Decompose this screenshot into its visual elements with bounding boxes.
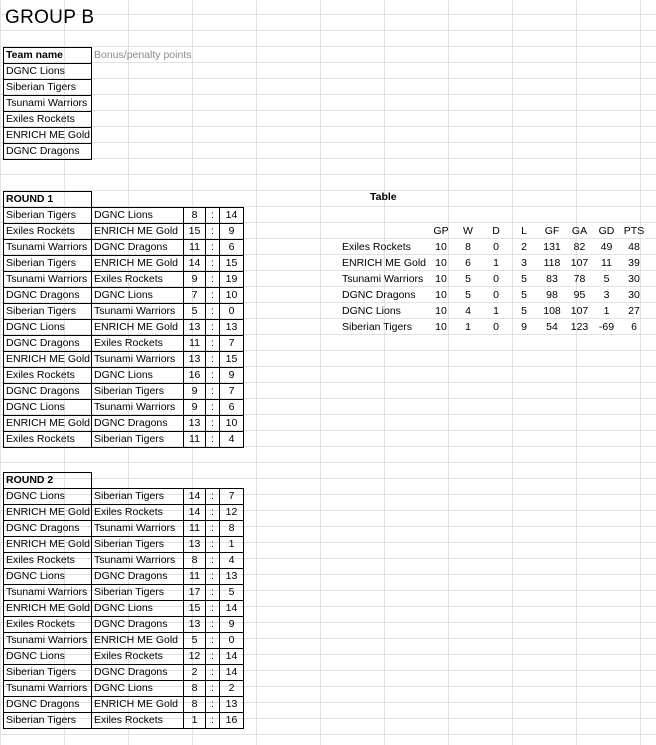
home-team-cell[interactable]: Exiles Rockets: [4, 224, 92, 240]
match-row: [4, 336, 244, 352]
score-separator-cell[interactable]: :: [206, 208, 220, 224]
away-score-cell[interactable]: 9: [220, 617, 244, 633]
away-score-cell[interactable]: 8: [220, 521, 244, 537]
score-separator-cell[interactable]: :: [206, 713, 220, 729]
standings-value-cell[interactable]: 6: [631, 320, 637, 333]
match-row: [4, 649, 244, 665]
home-score-cell[interactable]: 8: [184, 681, 206, 697]
home-score-cell[interactable]: 13: [184, 617, 206, 633]
standings-team-cell[interactable]: DGNC Dragons: [342, 288, 416, 301]
match-row: [4, 697, 244, 713]
away-team-cell[interactable]: Tsunami Warriors: [92, 521, 184, 537]
away-score-cell[interactable]: 7: [220, 384, 244, 400]
standings-value-cell[interactable]: 49: [600, 240, 613, 253]
standings-value-cell[interactable]: 0: [493, 240, 499, 253]
away-team-cell[interactable]: DGNC Dragons: [92, 665, 184, 681]
standings-row: [340, 239, 648, 255]
away-team-cell[interactable]: DGNC Dragons: [92, 617, 184, 633]
standings-row: [340, 287, 648, 303]
standings-value-cell[interactable]: 0: [493, 288, 499, 301]
team-name-cell[interactable]: DGNC Dragons: [4, 144, 92, 160]
home-team-cell[interactable]: ENRICH ME Gold: [4, 416, 92, 432]
home-team-cell[interactable]: DGNC Lions: [4, 400, 92, 416]
away-team-cell[interactable]: DGNC Dragons: [92, 240, 184, 256]
match-row: [4, 384, 244, 400]
away-team-cell[interactable]: Siberian Tigers: [92, 432, 184, 448]
standings-value-cell[interactable]: 5: [521, 272, 527, 285]
home-score-cell[interactable]: 11: [184, 336, 206, 352]
match-row: [4, 569, 244, 585]
team-name-cell[interactable]: Exiles Rockets: [4, 112, 92, 128]
score-separator-cell[interactable]: :: [206, 336, 220, 352]
home-team-cell[interactable]: DGNC Dragons: [4, 384, 92, 400]
bonus-cell[interactable]: [92, 144, 212, 160]
away-score-cell[interactable]: 9: [220, 368, 244, 384]
home-score-cell[interactable]: 9: [184, 400, 206, 416]
match-row: [4, 489, 244, 505]
away-team-cell[interactable]: Siberian Tigers: [92, 384, 184, 400]
team-name-cell[interactable]: Siberian Tigers: [4, 80, 92, 96]
home-score-cell[interactable]: 5: [184, 304, 206, 320]
score-separator-cell[interactable]: :: [206, 368, 220, 384]
home-score-cell[interactable]: 14: [184, 505, 206, 521]
away-score-cell[interactable]: 14: [220, 649, 244, 665]
standings-value-cell[interactable]: 3: [521, 256, 527, 269]
bonus-cell[interactable]: [92, 96, 212, 112]
score-separator-cell[interactable]: :: [206, 416, 220, 432]
home-score-cell[interactable]: 2: [184, 665, 206, 681]
standings-col-header-gp[interactable]: GP: [433, 224, 449, 237]
standings-value-cell[interactable]: 39: [628, 256, 640, 269]
home-team-cell[interactable]: Tsunami Warriors: [4, 585, 92, 601]
home-team-cell[interactable]: ENRICH ME Gold: [4, 505, 92, 521]
team-row: [4, 80, 212, 96]
score-separator-cell[interactable]: :: [206, 553, 220, 569]
away-team-cell[interactable]: Tsunami Warriors: [92, 352, 184, 368]
away-team-cell[interactable]: Tsunami Warriors: [92, 304, 184, 320]
match-row: [4, 665, 244, 681]
home-score-cell[interactable]: 13: [184, 352, 206, 368]
away-score-cell[interactable]: 10: [220, 288, 244, 304]
home-team-cell[interactable]: Tsunami Warriors: [4, 633, 92, 649]
match-row: [4, 320, 244, 336]
standings-value-cell[interactable]: -69: [598, 320, 615, 333]
standings-value-cell[interactable]: 10: [435, 256, 447, 269]
away-team-cell[interactable]: DGNC Lions: [92, 288, 184, 304]
standings-value-cell[interactable]: 82: [573, 240, 586, 253]
home-score-cell[interactable]: 11: [184, 432, 206, 448]
standings-title[interactable]: Table: [370, 191, 397, 203]
score-separator-cell[interactable]: :: [206, 432, 220, 448]
home-score-cell[interactable]: 1: [184, 713, 206, 729]
standings-value-cell[interactable]: 10: [435, 288, 447, 301]
away-team-cell[interactable]: Exiles Rockets: [92, 272, 184, 288]
home-team-cell[interactable]: Siberian Tigers: [4, 713, 92, 729]
standings-col-header-gd[interactable]: GD: [598, 224, 615, 237]
home-team-cell[interactable]: ENRICH ME Gold: [4, 601, 92, 617]
away-score-cell[interactable]: 13: [220, 697, 244, 713]
match-row: [4, 208, 244, 224]
standings-team-cell[interactable]: Siberian Tigers: [342, 320, 413, 333]
away-score-cell[interactable]: 13: [220, 320, 244, 336]
away-score-cell[interactable]: 15: [220, 352, 244, 368]
away-team-cell[interactable]: DGNC Lions: [92, 681, 184, 697]
away-score-cell[interactable]: 14: [220, 601, 244, 617]
home-score-cell[interactable]: 17: [184, 585, 206, 601]
score-separator-cell[interactable]: :: [206, 320, 220, 336]
away-team-cell[interactable]: ENRICH ME Gold: [92, 697, 184, 713]
score-separator-cell[interactable]: :: [206, 585, 220, 601]
teams-table: [3, 47, 212, 160]
match-row: [4, 537, 244, 553]
standings-team-cell[interactable]: Tsunami Warriors: [342, 272, 424, 285]
standings-team-cell[interactable]: Exiles Rockets: [342, 240, 411, 253]
standings-value-cell[interactable]: 10: [435, 240, 447, 253]
group-title: GROUP B: [5, 7, 95, 28]
home-team-cell[interactable]: Siberian Tigers: [4, 208, 92, 224]
home-score-cell[interactable]: 8: [184, 553, 206, 569]
score-separator-cell[interactable]: :: [206, 633, 220, 649]
match-row: [4, 617, 244, 633]
home-score-cell[interactable]: 8: [184, 697, 206, 713]
match-row: [4, 713, 244, 729]
match-row: [4, 240, 244, 256]
away-score-cell[interactable]: 14: [220, 665, 244, 681]
standings-value-cell[interactable]: 9: [521, 320, 527, 333]
home-team-cell[interactable]: Exiles Rockets: [4, 553, 92, 569]
match-row: [4, 553, 244, 569]
standings-team-cell[interactable]: DGNC Lions: [342, 304, 401, 317]
team-name-cell[interactable]: DGNC Lions: [4, 64, 92, 80]
standings-value-cell[interactable]: 1: [493, 304, 499, 317]
away-team-cell[interactable]: Exiles Rockets: [92, 336, 184, 352]
home-team-cell[interactable]: Tsunami Warriors: [4, 681, 92, 697]
away-score-cell[interactable]: 16: [220, 713, 244, 729]
standings-row: [340, 271, 648, 287]
match-row: [4, 585, 244, 601]
away-team-cell[interactable]: Exiles Rockets: [92, 649, 184, 665]
bonus-cell[interactable]: [92, 128, 212, 144]
score-separator-cell[interactable]: :: [206, 537, 220, 553]
home-score-cell[interactable]: 13: [184, 320, 206, 336]
match-row: [4, 256, 244, 272]
home-team-cell[interactable]: DGNC Lions: [4, 649, 92, 665]
standings-team-cell[interactable]: ENRICH ME Gold: [342, 256, 427, 269]
standings-col-header-pts[interactable]: PTS: [623, 224, 645, 237]
home-score-cell[interactable]: 14: [184, 489, 206, 505]
away-score-cell[interactable]: 2: [220, 681, 244, 697]
match-row: [4, 521, 244, 537]
home-score-cell[interactable]: 11: [184, 240, 206, 256]
away-score-cell[interactable]: 0: [220, 633, 244, 649]
home-score-cell[interactable]: 12: [184, 649, 206, 665]
bonus-cell[interactable]: [92, 80, 212, 96]
home-score-cell[interactable]: 5: [184, 633, 206, 649]
standings-value-cell[interactable]: 10: [435, 272, 447, 285]
standings-value-cell[interactable]: 131: [543, 240, 561, 253]
standings-value-cell[interactable]: 5: [603, 272, 610, 285]
round1-label[interactable]: ROUND 1: [4, 192, 92, 208]
standings-col-header-ga[interactable]: GA: [571, 224, 588, 237]
standings-row: [340, 319, 648, 335]
away-team-cell[interactable]: Tsunami Warriors: [92, 400, 184, 416]
standings-value-cell[interactable]: 27: [628, 304, 640, 317]
away-team-cell[interactable]: Tsunami Warriors: [92, 553, 184, 569]
score-separator-cell[interactable]: :: [206, 304, 220, 320]
standings-value-cell[interactable]: 95: [573, 288, 586, 301]
home-team-cell[interactable]: DGNC Dragons: [4, 521, 92, 537]
home-team-cell[interactable]: DGNC Lions: [4, 320, 92, 336]
standings-value-cell[interactable]: 10: [435, 304, 447, 317]
standings-value-cell[interactable]: 6: [465, 256, 471, 269]
away-team-cell[interactable]: Exiles Rockets: [92, 713, 184, 729]
home-team-cell[interactable]: DGNC Dragons: [4, 288, 92, 304]
standings-value-cell[interactable]: 107: [570, 256, 589, 269]
standings-value-cell[interactable]: 5: [465, 288, 471, 301]
match-row: [4, 224, 244, 240]
team-row: [4, 144, 212, 160]
match-row: [4, 681, 244, 697]
score-separator-cell[interactable]: :: [206, 665, 220, 681]
home-team-cell[interactable]: Tsunami Warriors: [4, 240, 92, 256]
standings-value-cell[interactable]: 5: [521, 288, 527, 301]
standings-col-header-d[interactable]: D: [492, 224, 500, 237]
bonus-cell[interactable]: [92, 112, 212, 128]
score-separator-cell[interactable]: :: [206, 681, 220, 697]
away-score-cell[interactable]: 5: [220, 585, 244, 601]
away-score-cell[interactable]: 0: [220, 304, 244, 320]
match-row: [4, 352, 244, 368]
home-team-cell[interactable]: Siberian Tigers: [4, 304, 92, 320]
standings-row: [340, 303, 648, 319]
away-score-cell[interactable]: 14: [220, 208, 244, 224]
score-separator-cell[interactable]: :: [206, 352, 220, 368]
home-team-cell[interactable]: Exiles Rockets: [4, 432, 92, 448]
match-row: [4, 505, 244, 521]
match-row: [4, 601, 244, 617]
away-score-cell[interactable]: 10: [220, 416, 244, 432]
score-separator-cell[interactable]: :: [206, 288, 220, 304]
standings-value-cell[interactable]: 5: [521, 304, 527, 317]
home-team-cell[interactable]: DGNC Dragons: [4, 336, 92, 352]
match-row: [4, 400, 244, 416]
round1-table: [3, 191, 244, 448]
away-team-cell[interactable]: DGNC Lions: [92, 208, 184, 224]
away-team-cell[interactable]: ENRICH ME Gold: [92, 633, 184, 649]
away-score-cell[interactable]: 12: [220, 505, 244, 521]
score-separator-cell[interactable]: :: [206, 240, 220, 256]
home-score-cell[interactable]: 15: [184, 224, 206, 240]
score-separator-cell[interactable]: :: [206, 400, 220, 416]
away-score-cell[interactable]: 7: [220, 489, 244, 505]
home-score-cell[interactable]: 14: [184, 256, 206, 272]
round2-header-row: [4, 473, 244, 489]
home-team-cell[interactable]: DGNC Lions: [4, 569, 92, 585]
score-separator-cell[interactable]: :: [206, 617, 220, 633]
standings-col-header-w[interactable]: W: [463, 224, 473, 237]
team-row: [4, 96, 212, 112]
home-score-cell[interactable]: 11: [184, 521, 206, 537]
score-separator-cell[interactable]: :: [206, 224, 220, 240]
match-row: [4, 432, 244, 448]
away-team-cell[interactable]: Siberian Tigers: [92, 537, 184, 553]
home-score-cell[interactable]: 15: [184, 601, 206, 617]
away-score-cell[interactable]: 9: [220, 224, 244, 240]
match-row: [4, 288, 244, 304]
teams-header-row: [4, 48, 212, 64]
standings-value-cell[interactable]: 107: [570, 304, 589, 317]
team-row: [4, 64, 212, 80]
match-row: [4, 416, 244, 432]
home-team-cell[interactable]: Siberian Tigers: [4, 665, 92, 681]
standings-value-cell[interactable]: 8: [465, 240, 471, 253]
away-score-cell[interactable]: 6: [220, 240, 244, 256]
away-score-cell[interactable]: 19: [220, 272, 244, 288]
team-name-header[interactable]: Team name: [4, 48, 92, 64]
standings-value-cell[interactable]: 98: [546, 288, 558, 301]
standings-value-cell[interactable]: 108: [543, 304, 561, 317]
home-score-cell[interactable]: 13: [184, 537, 206, 553]
match-row: [4, 633, 244, 649]
home-score-cell[interactable]: 7: [184, 288, 206, 304]
standings-value-cell[interactable]: 30: [628, 288, 640, 301]
standings-value-cell[interactable]: 1: [465, 320, 471, 333]
home-team-cell[interactable]: ENRICH ME Gold: [4, 352, 92, 368]
standings-value-cell[interactable]: 1: [603, 304, 610, 317]
home-team-cell[interactable]: Tsunami Warriors: [4, 272, 92, 288]
home-team-cell[interactable]: Siberian Tigers: [4, 256, 92, 272]
match-row: [4, 272, 244, 288]
home-score-cell[interactable]: 9: [184, 272, 206, 288]
bonus-cell[interactable]: [92, 64, 212, 80]
round2-table: [3, 472, 244, 729]
standings-value-cell[interactable]: 5: [465, 272, 471, 285]
score-separator-cell[interactable]: :: [206, 505, 220, 521]
score-separator-cell[interactable]: :: [206, 489, 220, 505]
round2-label[interactable]: ROUND 2: [4, 473, 92, 489]
standings-value-cell[interactable]: 1: [493, 256, 499, 269]
round1-header-row: [4, 192, 244, 208]
standings-row: [340, 255, 648, 271]
standings-value-cell[interactable]: 123: [570, 320, 589, 333]
score-separator-cell[interactable]: :: [206, 649, 220, 665]
standings-value-cell[interactable]: 0: [493, 320, 499, 333]
home-team-cell[interactable]: DGNC Dragons: [4, 697, 92, 713]
home-team-cell[interactable]: Exiles Rockets: [4, 368, 92, 384]
standings-value-cell[interactable]: 118: [543, 256, 561, 269]
standings-value-cell[interactable]: 30: [628, 272, 640, 285]
score-separator-cell[interactable]: :: [206, 384, 220, 400]
home-team-cell[interactable]: DGNC Lions: [4, 489, 92, 505]
match-row: [4, 368, 244, 384]
away-team-cell[interactable]: ENRICH ME Gold: [92, 320, 184, 336]
away-team-cell[interactable]: DGNC Dragons: [92, 416, 184, 432]
score-separator-cell[interactable]: :: [206, 697, 220, 713]
home-score-cell[interactable]: 9: [184, 384, 206, 400]
home-score-cell[interactable]: 13: [184, 416, 206, 432]
score-separator-cell[interactable]: :: [206, 521, 220, 537]
standings-value-cell[interactable]: 3: [603, 288, 610, 301]
standings-col-header-l[interactable]: L: [521, 224, 527, 237]
standings-col-header-gf[interactable]: GF: [544, 224, 560, 237]
score-separator-cell[interactable]: :: [206, 256, 220, 272]
home-score-cell[interactable]: 8: [184, 208, 206, 224]
match-row: [4, 304, 244, 320]
away-score-cell[interactable]: 6: [220, 400, 244, 416]
away-score-cell[interactable]: 15: [220, 256, 244, 272]
away-team-cell[interactable]: DGNC Lions: [92, 601, 184, 617]
team-row: [4, 128, 212, 144]
team-name-cell[interactable]: ENRICH ME Gold: [4, 128, 92, 144]
away-team-cell[interactable]: DGNC Dragons: [92, 569, 184, 585]
standings-value-cell[interactable]: 10: [435, 320, 447, 333]
away-team-cell[interactable]: Siberian Tigers: [92, 585, 184, 601]
standings-value-cell[interactable]: 0: [493, 272, 499, 285]
away-team-cell[interactable]: DGNC Lions: [92, 368, 184, 384]
team-name-cell[interactable]: Tsunami Warriors: [4, 96, 92, 112]
away-team-cell[interactable]: ENRICH ME Gold: [92, 256, 184, 272]
team-row: [4, 112, 212, 128]
home-team-cell[interactable]: Exiles Rockets: [4, 617, 92, 633]
away-score-cell[interactable]: 13: [220, 569, 244, 585]
standings-value-cell[interactable]: 48: [628, 240, 640, 253]
standings-value-cell[interactable]: 2: [521, 240, 527, 253]
home-team-cell[interactable]: ENRICH ME Gold: [4, 537, 92, 553]
home-score-cell[interactable]: 11: [184, 569, 206, 585]
standings-value-cell[interactable]: 78: [573, 272, 586, 285]
home-score-cell[interactable]: 16: [184, 368, 206, 384]
standings-table: [340, 223, 648, 335]
standings-value-cell[interactable]: 83: [546, 272, 558, 285]
away-score-cell[interactable]: 7: [220, 336, 244, 352]
away-team-cell[interactable]: Siberian Tigers: [92, 489, 184, 505]
standings-team-header[interactable]: [340, 223, 428, 239]
standings-header-row: [340, 223, 648, 239]
score-separator-cell[interactable]: :: [206, 601, 220, 617]
score-separator-cell[interactable]: :: [206, 569, 220, 585]
standings-value-cell[interactable]: 4: [465, 304, 471, 317]
standings-value-cell[interactable]: 54: [546, 320, 558, 333]
score-separator-cell[interactable]: :: [206, 272, 220, 288]
away-score-cell[interactable]: 4: [220, 553, 244, 569]
away-team-cell[interactable]: Exiles Rockets: [92, 505, 184, 521]
away-score-cell[interactable]: 1: [220, 537, 244, 553]
standings-value-cell[interactable]: 11: [601, 256, 612, 269]
away-score-cell[interactable]: 4: [220, 432, 244, 448]
away-team-cell[interactable]: ENRICH ME Gold: [92, 224, 184, 240]
bonus-header[interactable]: Bonus/penalty points: [94, 49, 192, 61]
